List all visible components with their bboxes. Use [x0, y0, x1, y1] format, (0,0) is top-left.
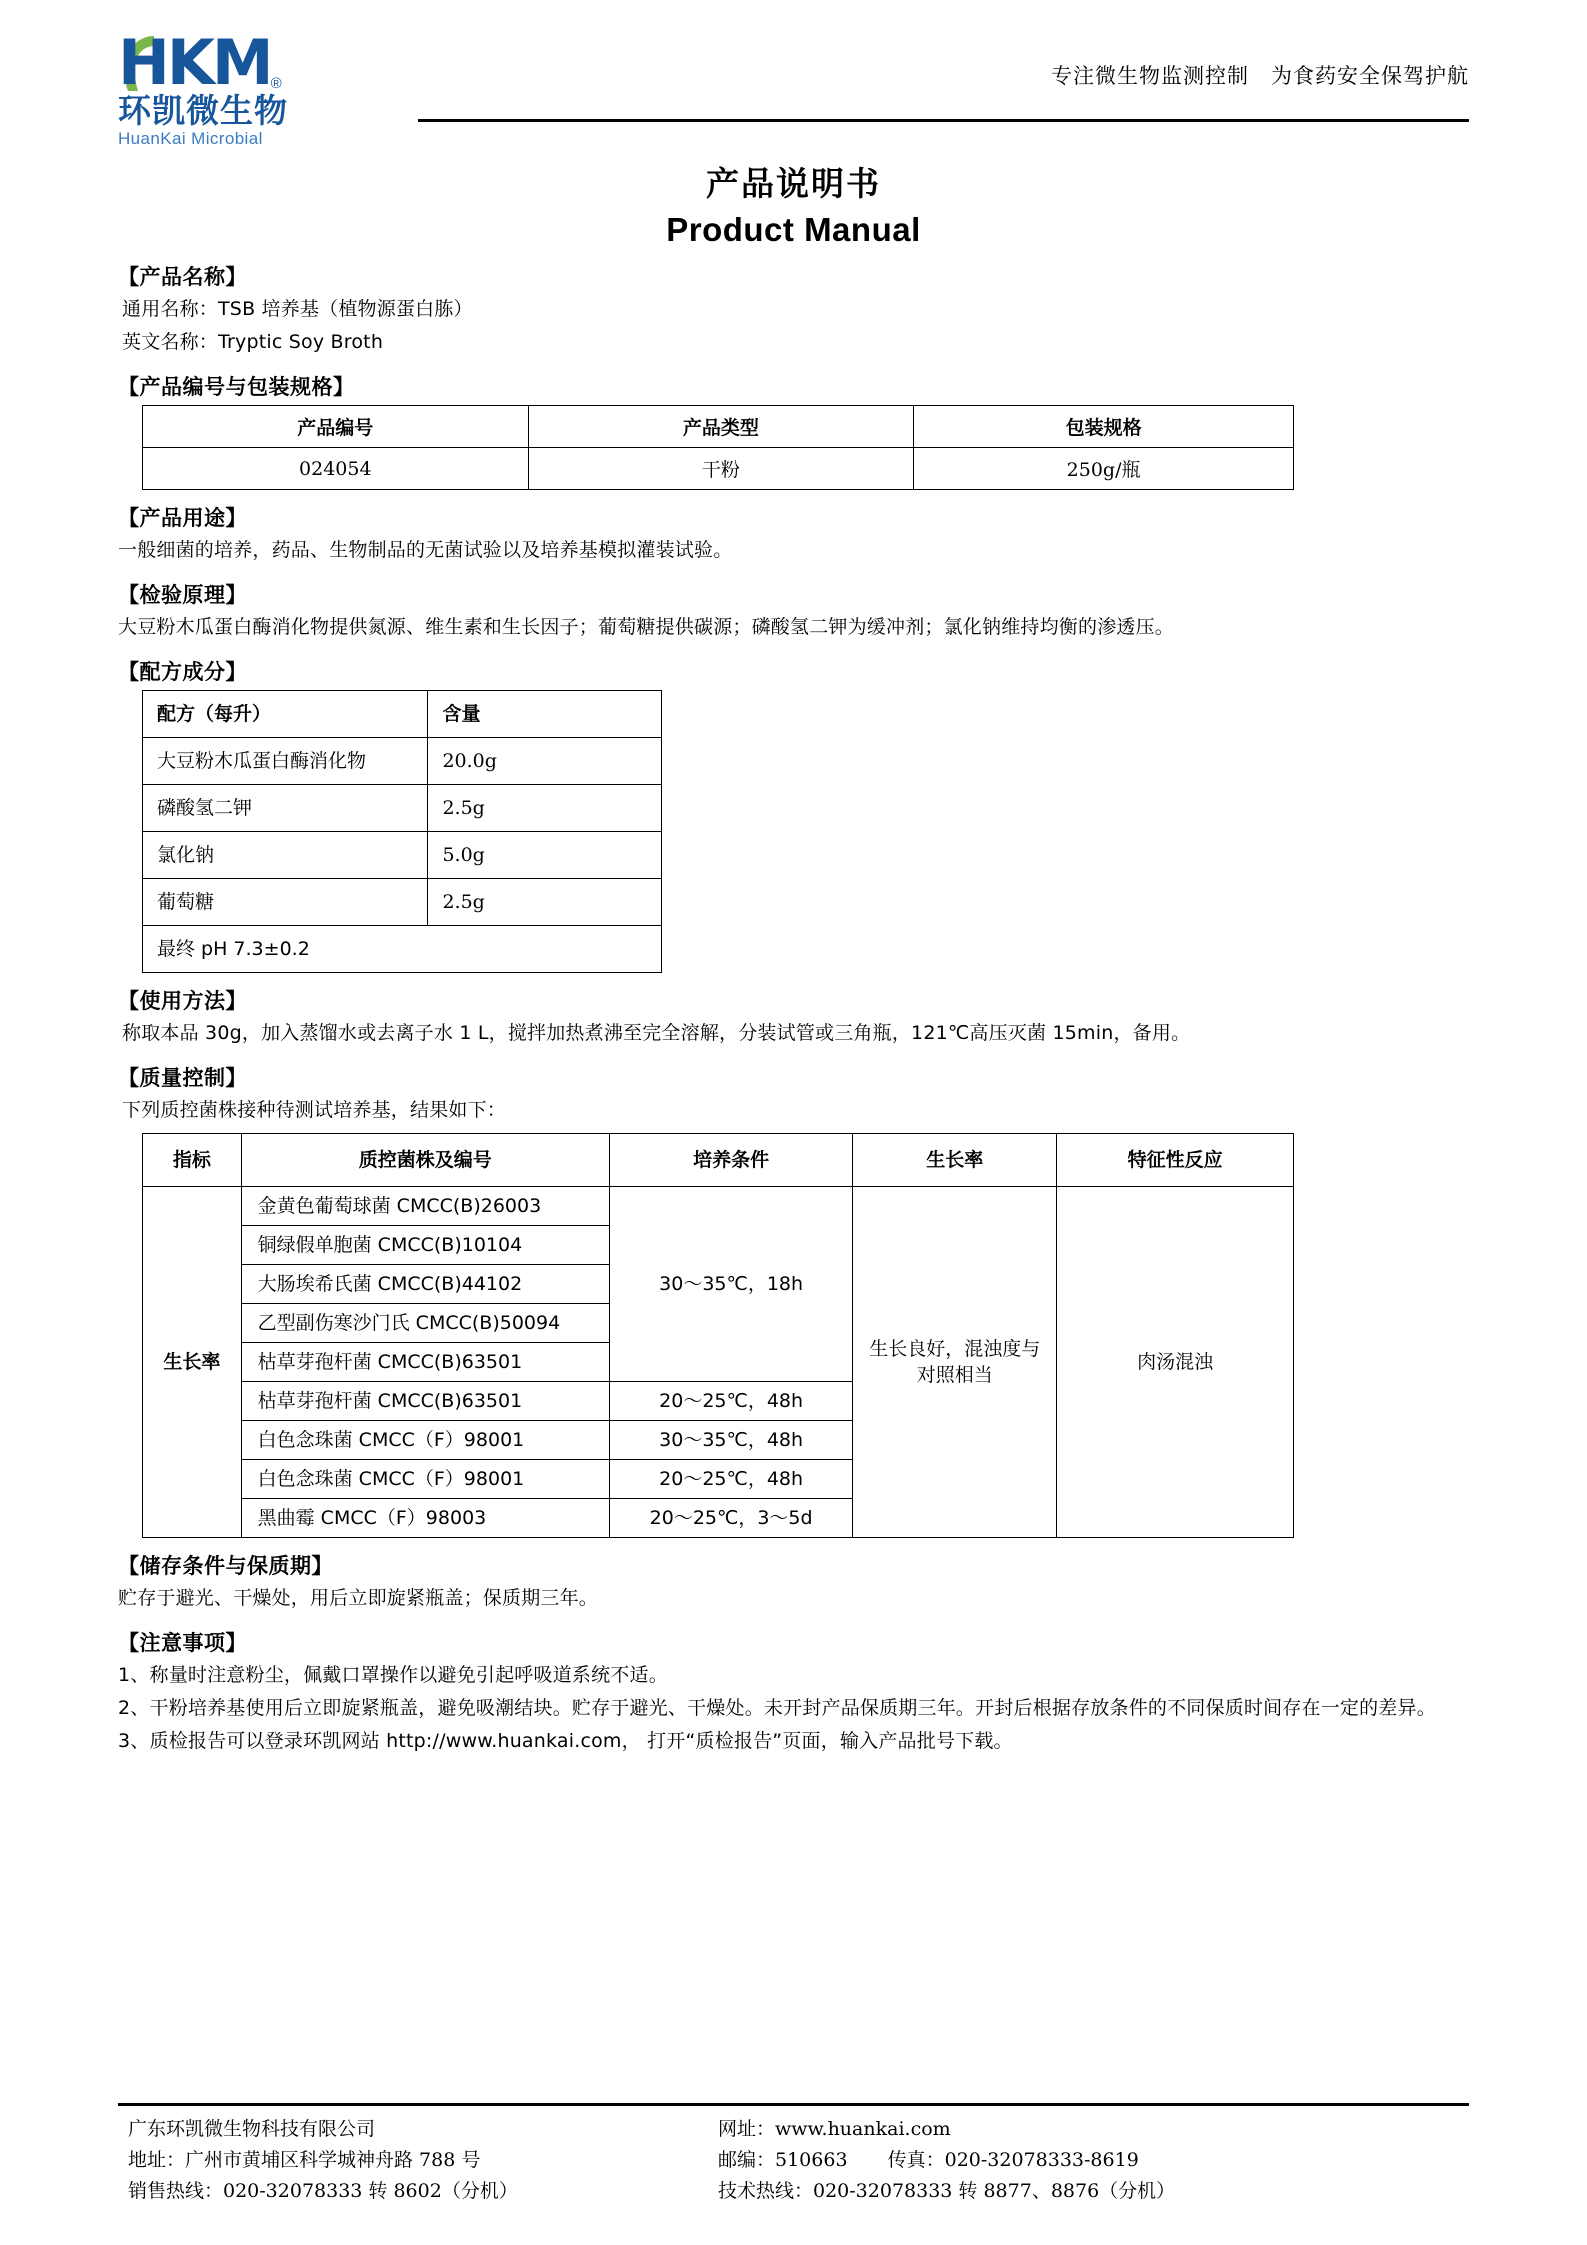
section-heading-notes: 【注意事项】 — [118, 1631, 247, 1655]
cell-amount: 5.0g — [428, 832, 662, 879]
section-heading-principle: 【检验原理】 — [118, 583, 247, 607]
quality-intro: 下列质控菌株接种待测试培养基，结果如下： — [122, 1099, 507, 1121]
logo-company-cn: 环凯微生物 — [118, 91, 288, 130]
cell-strain: 乙型副伤寒沙门氏 CMCC(B)50094 — [241, 1304, 609, 1343]
cell-final-ph: 最终 pH 7.3±0.2 — [143, 926, 662, 973]
cell-growth-rate: 生长良好，混浊度与对照相当 — [853, 1187, 1057, 1538]
col-product-code: 产品编号 — [143, 406, 529, 448]
cell-strain: 铜绿假单胞菌 CMCC(B)10104 — [241, 1226, 609, 1265]
section-heading-formula: 【配方成分】 — [118, 660, 247, 684]
footer-divider — [118, 2103, 1469, 2106]
col-culture-condition: 培养条件 — [609, 1134, 852, 1187]
section-heading-method: 【使用方法】 — [118, 989, 247, 1013]
note-item: 1、称量时注意粉尘，佩戴口罩操作以避免引起呼吸道系统不适。 — [118, 1664, 668, 1686]
cell-ingredient: 葡萄糖 — [143, 879, 428, 926]
footer-postcode-fax-line — [718, 2145, 1469, 2176]
table-row-ph — [143, 926, 662, 973]
footer-right-column — [718, 2114, 1469, 2207]
cell-condition: 30～35℃，18h — [609, 1187, 852, 1382]
cell-ingredient: 磷酸氢二钾 — [143, 785, 428, 832]
table-header-row — [143, 406, 1294, 448]
table-row — [143, 879, 662, 926]
footer-website: 网址：www.huankai.com — [718, 2118, 951, 2140]
product-spec-table — [142, 405, 1294, 490]
table-row — [143, 448, 1294, 490]
col-package-spec: 包装规格 — [914, 406, 1294, 448]
cell-strain: 金黄色葡萄球菌 CMCC(B)26003 — [241, 1187, 609, 1226]
col-strain: 质控菌株及编号 — [241, 1134, 609, 1187]
quality-control-table — [142, 1133, 1294, 1538]
footer-tech-hotline: 技术热线：020-32078333 转 8877、8876（分机） — [718, 2180, 1176, 2202]
cell-ingredient: 大豆粉木瓜蛋白酶消化物 — [143, 738, 428, 785]
header-divider — [418, 119, 1469, 122]
col-index: 指标 — [143, 1134, 242, 1187]
section-heading-product-name: 【产品名称】 — [118, 265, 247, 289]
table-header-row — [143, 691, 662, 738]
footer-left-column — [128, 2114, 718, 2207]
col-formula-per-liter: 配方（每升） — [143, 691, 428, 738]
col-growth-rate: 生长率 — [853, 1134, 1057, 1187]
footer-sales-hotline: 销售热线：020-32078333 转 8602（分机） — [128, 2180, 518, 2202]
table-row — [143, 1187, 1294, 1226]
product-common-name: 通用名称：TSB 培养基（植物源蛋白胨） — [122, 298, 473, 320]
note-item: 3、质检报告可以登录环凯网站 http://www.huankai.com， 打开“质检报告”页面，输入产品批号下载。 — [118, 1730, 1013, 1752]
storage-text: 贮存于避光、干燥处，用后立即旋紧瓶盖；保质期三年。 — [118, 1587, 599, 1609]
cell-condition: 20～25℃，3～5d — [609, 1499, 852, 1538]
page-header — [118, 24, 1469, 148]
footer-company: 广东环凯微生物科技有限公司 — [128, 2118, 376, 2140]
table-row — [143, 738, 662, 785]
page-title-en: Product Manual — [666, 211, 921, 248]
footer-fax: 传真：020-32078333-8619 — [887, 2149, 1139, 2171]
cell-strain: 黑曲霉 CMCC（F）98003 — [241, 1499, 609, 1538]
section-heading-usage: 【产品用途】 — [118, 506, 247, 530]
footer-address: 地址：广州市黄埔区科学城神舟路 788 号 — [128, 2149, 481, 2171]
registered-trademark-icon: ® — [270, 75, 282, 92]
cell-amount: 2.5g — [428, 785, 662, 832]
company-slogan: 专注微生物监测控制 为食药安全保驾护航 — [1051, 64, 1469, 88]
cell-condition: 30～35℃，48h — [609, 1421, 852, 1460]
table-header-row — [143, 1134, 1294, 1187]
cell-strain: 大肠埃希氏菌 CMCC(B)44102 — [241, 1265, 609, 1304]
section-heading-quality: 【质量控制】 — [118, 1066, 247, 1090]
usage-text: 一般细菌的培养，药品、生物制品的无菌试验以及培养基模拟灌装试验。 — [118, 539, 733, 561]
section-heading-code-spec: 【产品编号与包装规格】 — [118, 375, 355, 399]
footer-content — [118, 2114, 1469, 2207]
page-title-cn: 产品说明书 — [706, 164, 881, 203]
cell-strain: 枯草芽孢杆菌 CMCC(B)63501 — [241, 1343, 609, 1382]
cell-ingredient: 氯化钠 — [143, 832, 428, 879]
cell-strain: 白色念珠菌 CMCC（F）98001 — [241, 1421, 609, 1460]
cell-product-type: 干粉 — [528, 448, 914, 490]
slogan-area — [418, 24, 1469, 134]
logo-mark — [118, 26, 418, 99]
section-heading-storage: 【储存条件与保质期】 — [118, 1554, 333, 1578]
company-logo — [118, 24, 418, 149]
col-characteristic-reaction: 特征性反应 — [1057, 1134, 1294, 1187]
footer-postcode: 邮编：510663 — [718, 2149, 848, 2171]
cell-strain: 白色念珠菌 CMCC（F）98001 — [241, 1460, 609, 1499]
col-product-type: 产品类型 — [528, 406, 914, 448]
note-item: 2、干粉培养基使用后立即旋紧瓶盖，避免吸潮结块。贮存于避光、干燥处。未开封产品保质期三年。开封后根据存放条件的不同保质时间存在一定的差异。 — [118, 1697, 1436, 1719]
page-footer — [118, 2103, 1469, 2207]
cell-index-growth-rate: 生长率 — [143, 1187, 242, 1538]
logo-company-en: HuanKai Microbial — [118, 129, 263, 148]
cell-amount: 2.5g — [428, 879, 662, 926]
principle-text: 大豆粉木瓜蛋白酶消化物提供氮源、维生素和生长因子；葡萄糖提供碳源；磷酸氢二钾为缓冲剂；氯化钠维持均衡的渗透压。 — [118, 616, 1175, 638]
cell-condition: 20～25℃，48h — [609, 1382, 852, 1421]
logo-letters: HKM — [118, 26, 271, 99]
formula-table — [142, 690, 662, 973]
table-row — [143, 785, 662, 832]
cell-reaction: 肉汤混浊 — [1057, 1187, 1294, 1538]
cell-product-code: 024054 — [143, 448, 529, 490]
cell-package-spec: 250g/瓶 — [914, 448, 1294, 490]
table-row — [143, 832, 662, 879]
cell-amount: 20.0g — [428, 738, 662, 785]
product-english-name: 英文名称：Tryptic Soy Broth — [122, 331, 384, 353]
cell-condition: 20～25℃，48h — [609, 1460, 852, 1499]
cell-strain: 枯草芽孢杆菌 CMCC(B)63501 — [241, 1382, 609, 1421]
col-content: 含量 — [428, 691, 662, 738]
method-text: 称取本品 30g，加入蒸馏水或去离子水 1 L，搅拌加热煮沸至完全溶解，分装试管或三角瓶，121℃高压灭菌 15min，备用。 — [122, 1022, 1191, 1044]
